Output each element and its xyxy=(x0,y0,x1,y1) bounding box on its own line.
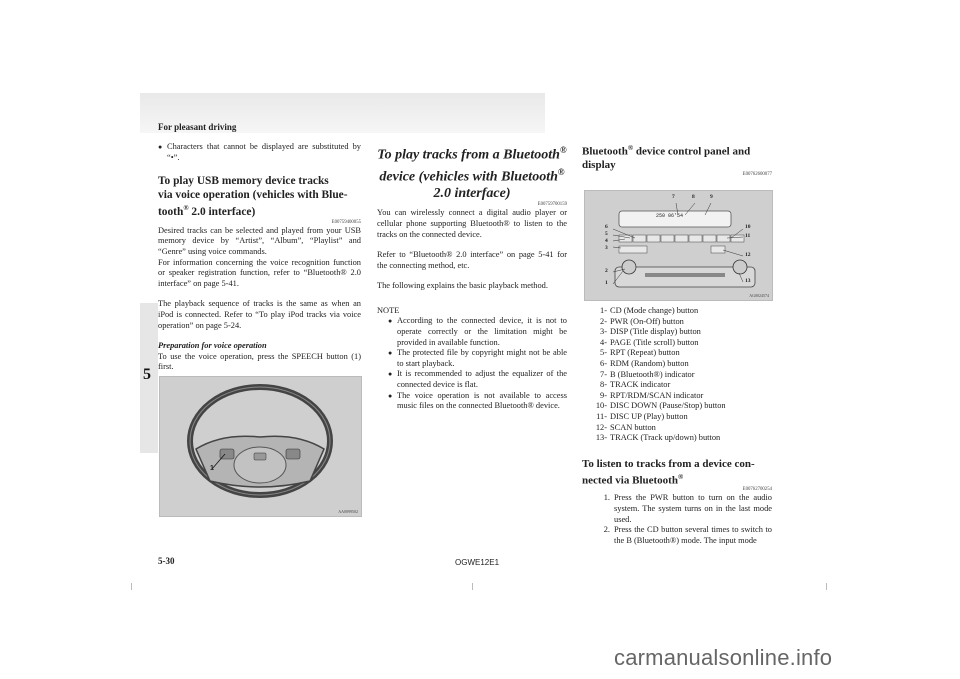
callout-label: 4 xyxy=(605,238,608,244)
subheading: Preparation for voice operation xyxy=(158,341,267,351)
figure-code: AG0024574 xyxy=(749,293,769,298)
crop-mark xyxy=(826,583,827,590)
reference-code: E00759400055 xyxy=(331,219,361,225)
paragraph: The playback sequence of tracks is the same as when an iPod is connected. Refer to “To play iPod tracks via voice operation” on page 5-24. xyxy=(158,299,361,330)
column-2 xyxy=(377,142,567,412)
list-item: 6- RDM (Random) button xyxy=(600,358,689,368)
crop-mark xyxy=(131,583,132,590)
callout-label: 2 xyxy=(605,268,608,274)
column-1 xyxy=(158,142,361,373)
reference-code: E00762700254 xyxy=(742,487,772,493)
control-panel-figure xyxy=(584,190,773,301)
step-item: 1. Press the PWR button to turn on the audio system. The system turns on in the last mode used. xyxy=(603,493,772,524)
list-item: 4- PAGE (Title scroll) button xyxy=(600,337,699,347)
list-item: 3- DISP (Title display) button xyxy=(600,327,701,337)
callout-label: 10 xyxy=(745,224,751,230)
column-3 xyxy=(582,142,772,178)
callout-label: 1 xyxy=(210,465,214,472)
paragraph: You can wirelessly connect a digital audio player or cellular phone supporting Bluetooth® to listen to the tracks on the connected device. xyxy=(377,208,567,239)
callout-label: 13 xyxy=(745,278,751,284)
callout-label: 3 xyxy=(605,245,608,251)
list-item: 2- PWR (On-Off) button xyxy=(600,316,684,326)
section-heading: To play tracks from a Bluetooth® device (vehicles with Bluetooth® 2.0 interface) xyxy=(377,145,567,202)
section-heading: To play USB memory device tracks via voice operation (vehicles with Blue- tooth® 2.0 interface) xyxy=(158,175,348,219)
list-item: 11- DISC UP (Play) button xyxy=(596,411,688,421)
watermark: carmanualsonline.info xyxy=(614,645,833,670)
page-number: 5-30 xyxy=(158,556,175,566)
note-item: ● The voice operation is not available to access music files on the connected Bluetooth® device. xyxy=(388,391,567,412)
step-item: 2. Press the CD button several times to switch to the B (Bluetooth®) mode. The input mode xyxy=(603,525,772,545)
column-3-list xyxy=(582,306,772,546)
callout-label: 6 xyxy=(605,224,608,230)
steering-wheel-figure xyxy=(159,376,362,517)
audio-panel-illustration xyxy=(585,191,772,300)
callout-label: 11 xyxy=(745,233,751,239)
callout-label: 8 xyxy=(692,194,695,200)
running-header: For pleasant driving xyxy=(158,122,237,132)
figure-code: AA0099502 xyxy=(338,509,358,514)
callout-label: 5 xyxy=(605,231,608,237)
section-heading: Bluetooth® device control panel and display xyxy=(582,144,751,171)
section-heading: To listen to tracks from a device con- nected via Bluetooth® xyxy=(582,457,755,487)
paragraph: To use the voice operation, press the SPEECH button (1) first. xyxy=(158,351,361,372)
crop-mark xyxy=(472,583,473,590)
paragraph: Desired tracks can be selected and played from your USB memory device by “Artist”, “Album”, “Playlist” and “Genre” using voice commands. xyxy=(158,225,361,256)
note-item: ● The protected file by copyright might not be able to start playback. xyxy=(388,348,567,369)
list-item: 12- SCAN button xyxy=(595,422,656,432)
bullet-item: ● Characters that cannot be displayed are substituted by “•”. xyxy=(158,142,361,163)
callout-label: 9 xyxy=(710,194,713,200)
paragraph: Refer to “Bluetooth® 2.0 interface” on page 5-41 for the connecting method, etc. xyxy=(377,250,567,270)
list-item: 1- CD (Mode change) button xyxy=(600,306,699,315)
list-item: 10- DISC DOWN (Pause/Stop) button xyxy=(595,401,726,411)
display-readout: 250 06'54 xyxy=(656,213,684,219)
list-item: 9- RPT/RDM/SCAN indicator xyxy=(600,390,704,400)
list-item: 7- B (Bluetooth®) indicator xyxy=(600,369,695,379)
note-label: NOTE xyxy=(377,305,400,315)
list-item: 5- RPT (Repeat) button xyxy=(600,348,680,358)
list-item: 13- TRACK (Track up/down) button xyxy=(595,433,721,443)
reference-code: E00759700159 xyxy=(537,202,567,208)
section-number: 5 xyxy=(143,366,151,383)
note-item: ● It is recommended to adjust the equalizer of the connected device is flat. xyxy=(388,369,567,390)
note-list xyxy=(377,316,567,411)
note-item: ● According to the connected device, it is not to operate correctly or the limitation might be provided in available function. xyxy=(388,316,567,348)
callout-label: 7 xyxy=(672,194,675,200)
list-item: 8- TRACK indicator xyxy=(600,380,671,390)
paragraph: The following explains the basic playback method. xyxy=(377,281,548,291)
paragraph: For information concerning the voice recognition function or speaker registration function, refer to “Bluetooth® 2.0 interface” on page 5-41. xyxy=(158,257,361,288)
callout-label: 12 xyxy=(745,252,751,258)
document-code: OGWE12E1 xyxy=(455,558,500,567)
steering-wheel-illustration xyxy=(160,377,361,516)
callout-label: 1 xyxy=(605,280,608,286)
reference-code: E00762600077 xyxy=(742,171,772,177)
